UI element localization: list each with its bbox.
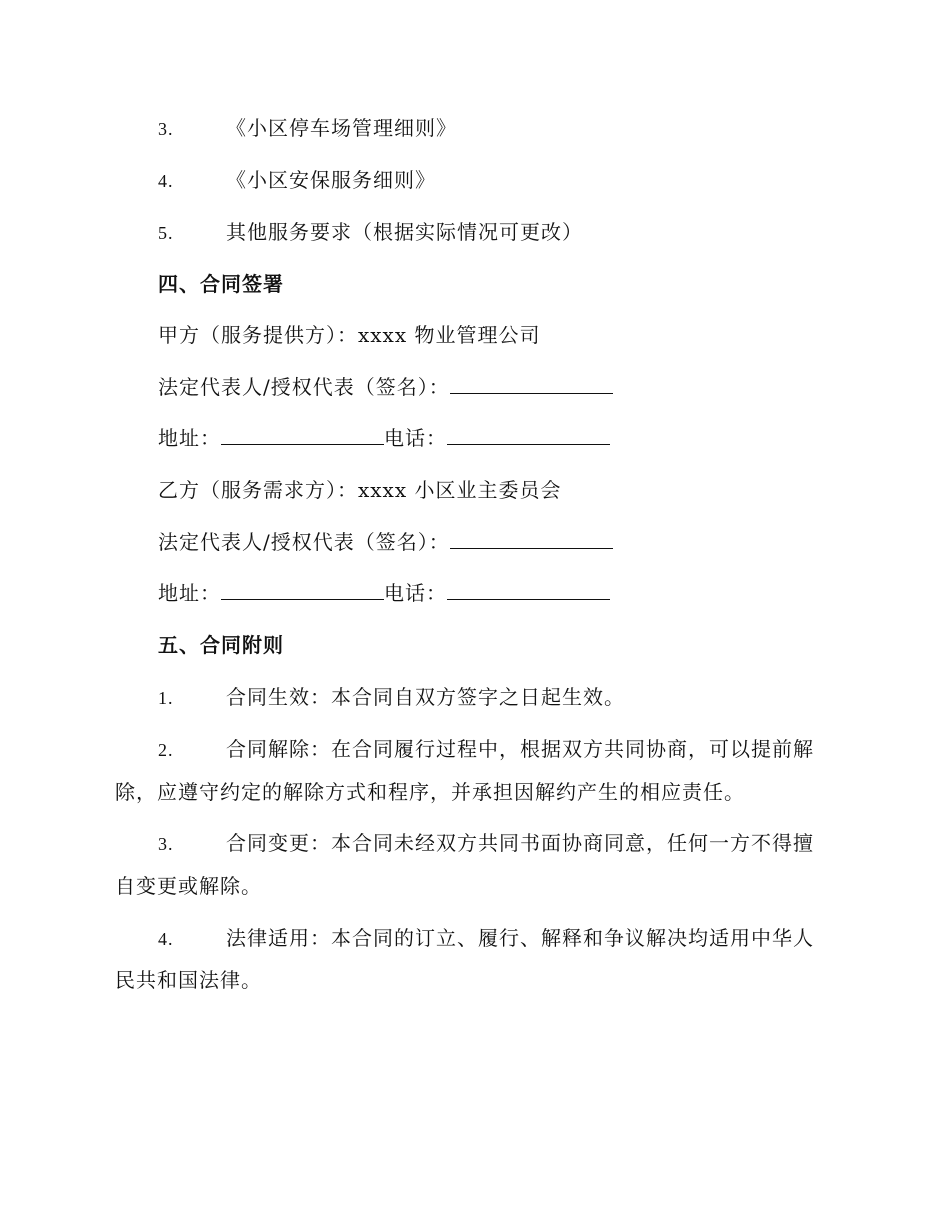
rep-a-label: 法定代表人/授权代表（签名）： [158, 375, 450, 399]
contact-b-line [158, 579, 610, 607]
address-blank-b[interactable] [221, 581, 384, 600]
list-number: 3. [158, 119, 174, 139]
list-number: 4. [158, 171, 174, 191]
phone-b-label: 电话： [384, 581, 447, 605]
list-item [158, 924, 814, 953]
list-number: 4. [158, 929, 174, 949]
list-text-continued: 自变更或解除。 [115, 874, 262, 898]
list-item [158, 683, 625, 712]
address-a-label: 地址： [158, 426, 221, 450]
list-item [158, 829, 814, 858]
list-text-continued: 除，应遵守约定的解除方式和程序，并承担因解约产生的相应责任。 [115, 780, 745, 804]
list-text: 法律适用：本合同的订立、履行、解释和争议解决均适用中华人 [226, 926, 814, 950]
address-b-label: 地址： [158, 581, 221, 605]
section-heading-appendix: 五、合同附则 [158, 633, 284, 657]
phone-blank-a[interactable] [447, 426, 610, 445]
list-text: 《小区安保服务细则》 [226, 168, 436, 192]
list-number: 5. [158, 223, 174, 243]
list-item [158, 735, 814, 764]
rep-b-line [158, 528, 613, 556]
list-number: 1. [158, 688, 174, 708]
list-text: 合同解除：在合同履行过程中，根据双方共同协商，可以提前解 [226, 737, 814, 761]
signature-blank-a[interactable] [450, 375, 613, 394]
list-number: 3. [158, 834, 174, 854]
list-text: 合同变更：本合同未经双方共同书面协商同意，任何一方不得擅 [226, 831, 814, 855]
list-item [158, 166, 436, 195]
list-text: 合同生效：本合同自双方签字之日起生效。 [226, 685, 625, 709]
contact-a-line [158, 424, 610, 452]
party-b-line: 乙方（服务需求方）：xxxx 小区业主委员会 [158, 478, 562, 502]
list-text: 《小区停车场管理细则》 [226, 116, 457, 140]
list-item [158, 218, 583, 247]
list-text: 其他服务要求（根据实际情况可更改） [226, 220, 583, 244]
rep-b-label: 法定代表人/授权代表（签名）： [158, 530, 450, 554]
section-heading-signing: 四、合同签署 [158, 272, 284, 296]
phone-a-label: 电话： [384, 426, 447, 450]
address-blank-a[interactable] [221, 426, 384, 445]
list-number: 2. [158, 740, 174, 760]
phone-blank-b[interactable] [447, 581, 610, 600]
party-a-line: 甲方（服务提供方）：xxxx 物业管理公司 [158, 323, 541, 347]
signature-blank-b[interactable] [450, 530, 613, 549]
list-text-continued: 民共和国法律。 [115, 968, 262, 992]
list-item [158, 114, 457, 143]
rep-a-line [158, 373, 613, 401]
